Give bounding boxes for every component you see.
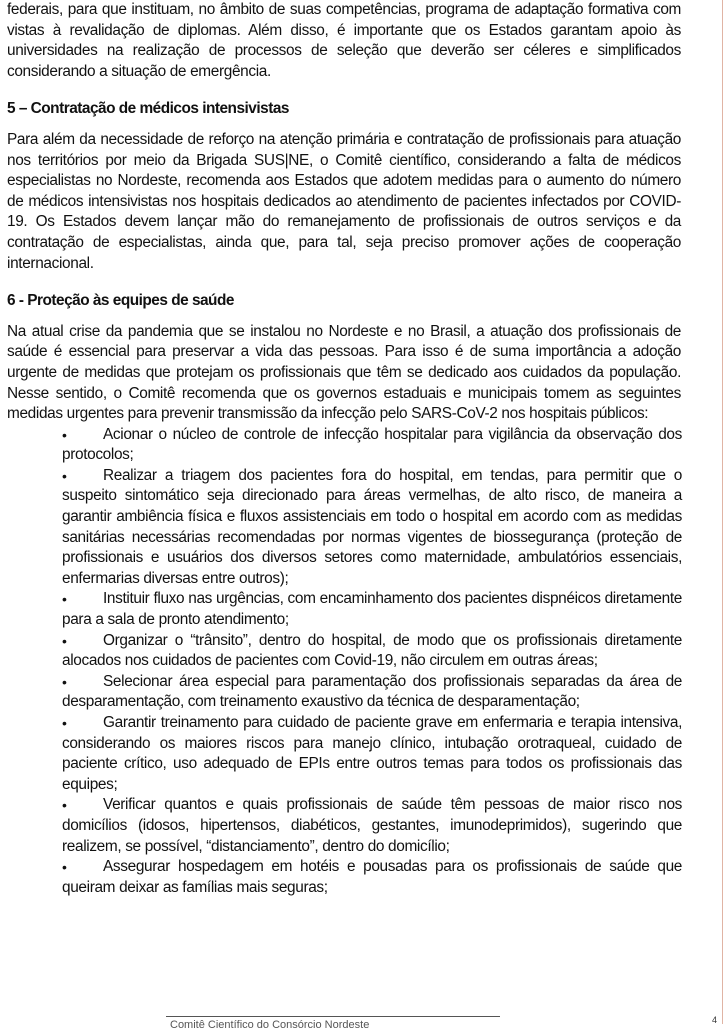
list-item <box>62 466 682 590</box>
list-item-text: Organizar o “trânsito”, dentro do hospital, de modo que os profissionais diretamente alocados nos cuidados de pacientes com Covid-19, não circulem em outras áreas; <box>62 631 682 670</box>
bullet-icon: • <box>62 673 67 690</box>
page-number: 4 <box>711 1015 717 1025</box>
list-item <box>62 631 682 672</box>
section-6-paragraph: Na atual crise da pandemia que se instalou no Nordeste e no Brasil, a atuação dos profissionais de saúde é essencial para preservar a vida das pessoas. Para isso é de suma importância a adoção urgente de medidas que protejam os profissionais que têm se dedicado aos cuidados da população. Nesse sentido, o Comitê recomenda que os governos estaduais e municipais tomem as seguintes medidas urgentes para prevenir transmissão da infecção pelo SARS-CoV-2 nos hospitais públicos: <box>7 322 681 423</box>
list-item-text: Garantir treinamento para cuidado de paciente grave em enfermaria e terapia intensiva, considerando os maiores riscos para manejo clínico, intubação orotraqueal, cuidado de paciente crítico, uso adequado de EPIs entre outros temas para todos os profissionais das equipes; <box>62 714 682 793</box>
recommendation-list <box>7 425 682 899</box>
list-item <box>62 425 682 466</box>
footer-divider <box>166 1016 500 1017</box>
list-item-text: Assegurar hospedagem em hotéis e pousadas para os profissionais de saúde que queiram deixar as famílias mais seguras; <box>62 858 682 896</box>
bullet-icon: • <box>62 467 67 484</box>
bullet-icon: • <box>62 797 67 814</box>
section-5-heading: 5 – Contratação de médicos intensivistas <box>7 100 289 118</box>
list-item-text: Verificar quantos e quais profissionais de saúde têm pessoas de maior risco nos domicílios (idosos, hipertensos, diabéticos, gestantes, imunodeprimidos), sugerindo que realizem, se possível, “distanciamento”, dentro do domicílio; <box>62 796 682 855</box>
bullet-icon: • <box>62 859 67 876</box>
section-5-paragraph: Para além da necessidade de reforço na atenção primária e contratação de profissionais para atuação nos territórios por meio da Brigada SUS|NE, o Comitê científico, considerando a falta de médicos especialistas no Nordeste, recomenda aos Estados que adotem medidas para o aumento do número de médicos intensivistas nos hospitais dedicados ao atendimento de pacientes infectados por COVID-19. Os Estados devem lançar mão do remanejamento de profissionais de outros serviços e da contratação de especialistas, ainda que, para tal, seja preciso promover ações de cooperação internacional. <box>7 130 681 272</box>
list-item-text: Acionar o núcleo de controle de infecção hospitalar para vigilância da observação dos protocolos; <box>62 425 682 464</box>
list-item <box>62 672 682 713</box>
list-item <box>62 795 682 857</box>
intro-paragraph: federais, para que instituam, no âmbito de suas competências, programa de adaptação formativa com vistas à revalidação de diplomas. Além disso, é importante que os Estados garantam apoio às universidades na realização de processos de seleção que deverão ser céleres e simplificados considerando a situação de emergência. <box>7 1 681 80</box>
bullet-icon: • <box>62 591 67 608</box>
list-item-text: Instituir fluxo nas urgências, com encaminhamento dos pacientes dispnéicos diretamente para a sala de pronto atendimento; <box>62 590 682 629</box>
bullet-icon: • <box>62 426 67 443</box>
list-item-text: Realizar a triagem dos pacientes fora do hospital, em tendas, para permitir que o suspeito sintomático seja direcionado para áreas vermelhas, de alto risco, de maneira a garantir ambiência física e fluxos assistenciais em todo o hospital em acordo com as medidas sanitárias necessárias recomendadas por normas vigentes de biossegurança (proteção de profissionais e usuários dos diversos setores como maternidade, ambulatórios essenciais, enfermarias diversas entre outros); <box>62 466 682 587</box>
footer-text: Comitê Científico do Consórcio Nordeste <box>170 1019 370 1031</box>
document-body <box>7 0 681 898</box>
list-item <box>62 713 682 795</box>
list-item <box>62 857 682 898</box>
section-6-heading: 6 - Proteção às equipes de saúde <box>7 292 234 310</box>
bullet-icon: • <box>62 715 67 731</box>
list-item <box>62 589 682 630</box>
bullet-icon: • <box>62 632 67 649</box>
page-border <box>722 0 723 1024</box>
list-item-text: Selecionar área especial para paramentação dos profissionais separadas da área de desparamentação, com treinamento exaustivo da técnica de desparamentação; <box>62 672 682 711</box>
